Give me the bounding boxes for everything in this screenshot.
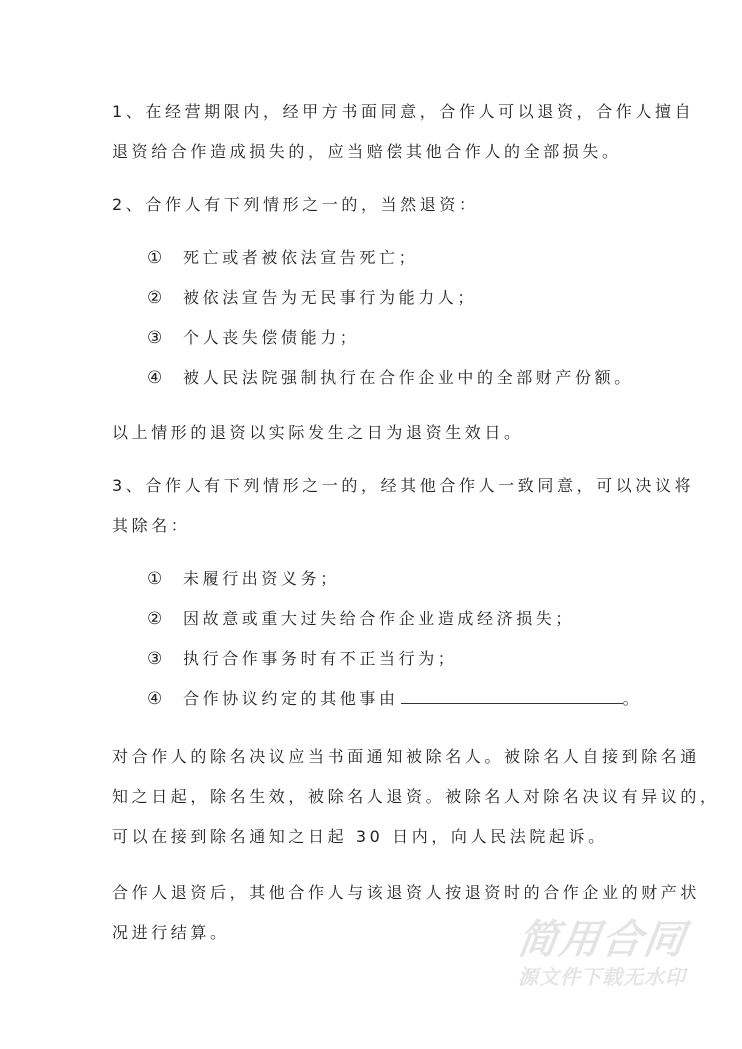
fill-in-blank[interactable] bbox=[401, 689, 623, 704]
settlement-line1: 合作人退资后，其他合作人与该退资人按退资时的合作企业的财产状 bbox=[112, 883, 701, 902]
item-number: ③ bbox=[147, 649, 163, 669]
item-text: 未履行出资义务； bbox=[183, 569, 340, 588]
item-end-punct: 。 bbox=[622, 689, 639, 708]
item-number: ② bbox=[147, 288, 163, 308]
item-text: 死亡或者被依法宣告死亡； bbox=[183, 248, 419, 267]
clause3-item-3 bbox=[147, 648, 457, 670]
item-number: ① bbox=[147, 248, 163, 268]
clause2-note: 以上情形的退资以实际发生之日为退资生效日。 bbox=[112, 423, 524, 442]
clause3-item-1 bbox=[147, 568, 340, 590]
clause3-item-2 bbox=[147, 608, 575, 630]
removal-notice-line2: 知之日起，除名生效，被除名人退资。被除名人对除名决议有异议的， bbox=[112, 787, 720, 806]
item-text: 合作协议约定的其他事由 bbox=[183, 689, 399, 708]
removal-notice-line3: 可以在接到除名通知之日起 30 日内，向人民法院起诉。 bbox=[112, 827, 608, 846]
clause1-line1: 1、在经营期限内，经甲方书面同意，合作人可以退资，合作人擅自 bbox=[112, 102, 695, 121]
watermark bbox=[512, 918, 692, 990]
item-text: 个人丧失偿债能力； bbox=[183, 328, 360, 347]
item-text: 被依法宣告为无民事行为能力人； bbox=[183, 288, 478, 307]
clause1-line2: 退资给合作造成损失的，应当赔偿其他合作人的全部损失。 bbox=[112, 142, 622, 161]
item-text: 因故意或重大过失给合作企业造成经济损失； bbox=[183, 609, 576, 628]
clause2-heading: 2、合作人有下列情形之一的，当然退资： bbox=[112, 195, 479, 214]
item-number: ④ bbox=[147, 368, 163, 388]
item-number: ③ bbox=[147, 328, 163, 348]
clause3-item-4 bbox=[147, 688, 639, 710]
clause3-line1: 3、合作人有下列情形之一的，经其他合作人一致同意，可以决议将 bbox=[112, 476, 695, 495]
clause2-item-3 bbox=[147, 327, 359, 349]
clause2-item-1 bbox=[147, 247, 418, 269]
watermark-title: 简用合同 bbox=[514, 917, 690, 963]
item-text: 被人民法院强制执行在合作企业中的全部财产份额。 bbox=[183, 368, 634, 387]
settlement-line2: 况进行结算。 bbox=[112, 923, 230, 942]
item-text: 执行合作事务时有不正当行为； bbox=[183, 649, 458, 668]
removal-notice-line1: 对合作人的除名决议应当书面通知被除名人。被除名人自接到除名通 bbox=[112, 747, 701, 766]
clause2-item-2 bbox=[147, 287, 477, 309]
clause2-item-4 bbox=[147, 367, 634, 389]
clause3-line2: 其除名： bbox=[112, 516, 191, 535]
watermark-subtitle: 源文件下载无水印 bbox=[518, 965, 686, 989]
item-number: ② bbox=[147, 609, 163, 629]
item-number: ① bbox=[147, 569, 163, 589]
item-number: ④ bbox=[147, 689, 163, 709]
